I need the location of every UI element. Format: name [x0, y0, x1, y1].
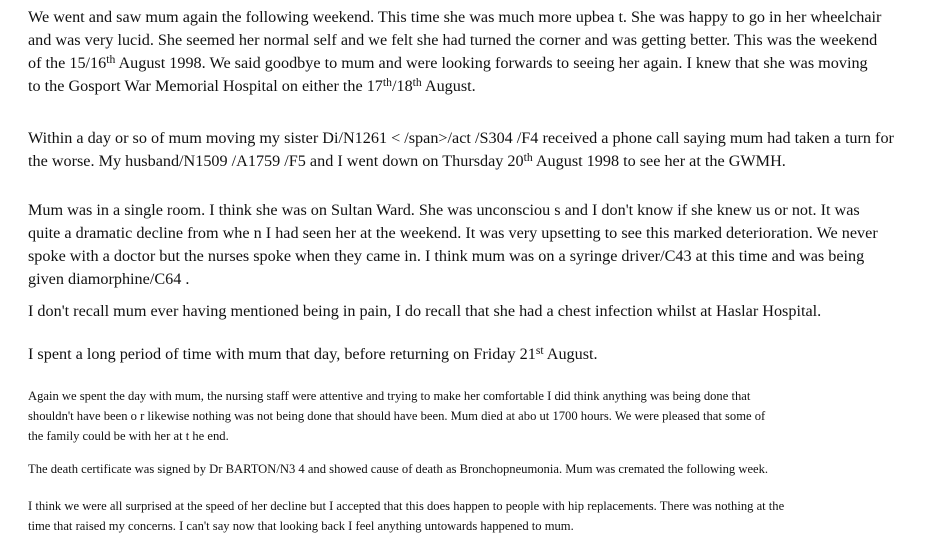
ordinal-suffix: th [412, 75, 422, 89]
text-line: The death certificate was signed by Dr BARTON/N3 4 and showed cause of death as Bronchopneumonia. Mum was cremated the following week. [28, 462, 769, 476]
ordinal-suffix: th [523, 150, 533, 164]
text-line: Again we spent the day with mum, the nursing staff were attentive and trying to make her comfortable I did think anything was being done that [28, 389, 751, 403]
paragraph-weekend-visit [28, 6, 928, 98]
text-line: I spent a long period of time with mum that day, before returning on Friday 21st August. [28, 343, 598, 363]
text-line: quite a dramatic decline from whe n I had seen her at the weekend. It was very upsetting to see this marked deterioration. We never [28, 224, 878, 242]
text-line: time that raised my concerns. I can't say now that looking back I feel anything untowards happened to mum. [28, 519, 574, 533]
paragraph-single-room [28, 199, 928, 291]
ordinal-suffix: th [106, 52, 116, 66]
text-line: shouldn't have been o r likewise nothing was not being done that should have been. Mum died at abo ut 1700 hours. We were pleased that some of [28, 409, 766, 423]
paragraph-pain-recall [28, 300, 928, 323]
text-line: We went and saw mum again the following weekend. This time she was much more upbea t. She was happy to go in her wheelchair [28, 8, 882, 26]
text-line: to the Gosport War Memorial Hospital on either the 17th/18th August. [28, 75, 476, 95]
text-line: the worse. My husband/N1509 /A1759 /F5 and I went down on Thursday 20th August 1998 to see her at the GWMH. [28, 150, 786, 170]
text-line: I think we were all surprised at the speed of her decline but I accepted that this does happen to people with hip replacements. There was nothing at the [28, 499, 785, 513]
text-line: I don't recall mum ever having mentioned being in pain, I do recall that she had a chest infection whilst at Haslar Hospital. [28, 302, 822, 320]
paragraph-day-with-mum [28, 386, 928, 446]
text-line: Within a day or so of mum moving my sister Di/N1261 < /span>/act /S304 /F4 received a phone call saying mum had taken a turn for [28, 129, 894, 147]
ordinal-suffix: st [535, 343, 544, 357]
text-line: and was very lucid. She seemed her normal self and we felt she had turned the corner and was getting better. This was the weekend [28, 31, 878, 49]
paragraph-phone-call [28, 127, 928, 173]
ordinal-suffix: th [382, 75, 392, 89]
text-line: the family could be with her at t he end. [28, 429, 229, 443]
paragraph-surprised-decline [28, 496, 928, 536]
text-line: spoke with a doctor but the nurses spoke when they came in. I think mum was on a syringe driver/C43 at this time and was being [28, 247, 865, 265]
text-line: of the 15/16th August 1998. We said goodbye to mum and were looking forwards to seeing her again. I knew that she was moving [28, 52, 868, 72]
paragraph-long-period [28, 343, 928, 366]
paragraph-death-certificate [28, 459, 928, 479]
text-line: Mum was in a single room. I think she was on Sultan Ward. She was unconsciou s and I don't know if she knew us or not. It was [28, 201, 860, 219]
text-line: given diamorphine/C64 . [28, 270, 190, 288]
